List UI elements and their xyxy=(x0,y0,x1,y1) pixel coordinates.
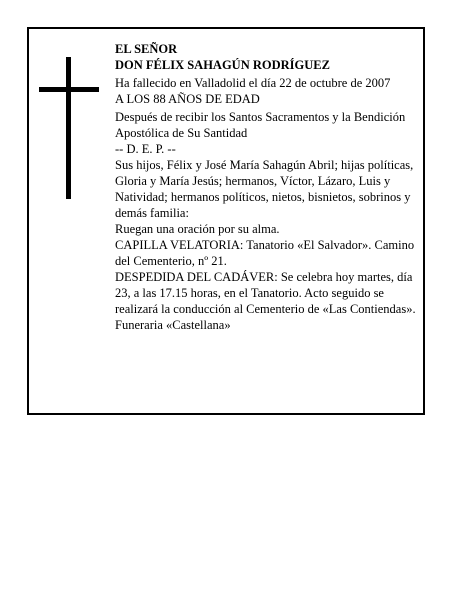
notice-title: EL SEÑOR xyxy=(115,42,178,56)
farewell-text: Se celebra hoy martes, día 23, a las 17.15 horas, en el Tanatorio. Acto seguido se realizará la conducción al Cementerio de «Las Contiendas». xyxy=(115,270,416,316)
death-line: Ha fallecido en Valladolid el día 22 de octubre de 2007 xyxy=(115,76,391,90)
farewell-line xyxy=(115,269,421,317)
funeral-home-line: Funeraria «Castellana» xyxy=(115,318,231,332)
prayer-line: Ruegan una oración por su alma. xyxy=(115,222,280,236)
cross-vertical-bar xyxy=(66,57,71,199)
dep-line: -- D. E. P. -- xyxy=(115,142,176,156)
cross-icon xyxy=(39,57,99,199)
sacraments-line: Después de recibir los Santos Sacramentos y la Bendición Apostólica de Su Santidad xyxy=(115,110,406,140)
age-line: A LOS 88 AÑOS DE EDAD xyxy=(115,92,260,106)
notice-text xyxy=(115,41,421,333)
family-line: Sus hijos, Félix y José María Sahagún Abril; hijas políticas, Gloria y María Jesús; hermanos, Víctor, Lázaro, Luis y Natividad; hermanos políticos, nietos, bisnietos, sobrinos y demás familia: xyxy=(115,158,414,220)
chapel-line: CAPILLA VELATORIA: Tanatorio «El Salvador». Camino del Cementerio, nº 21. xyxy=(115,238,415,268)
farewell-label: DESPEDIDA DEL CADÁVER: xyxy=(115,270,278,284)
obituary-notice xyxy=(27,27,425,415)
cross-horizontal-bar xyxy=(39,87,99,92)
deceased-name: DON FÉLIX SAHAGÚN RODRÍGUEZ xyxy=(115,58,330,72)
